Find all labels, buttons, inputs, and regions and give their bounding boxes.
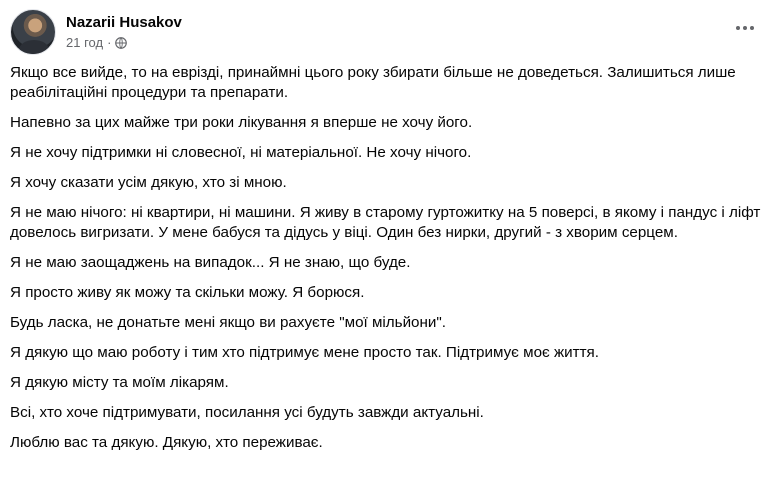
post-paragraph: Я хочу сказати усім дякую, хто зі мною. <box>10 174 287 191</box>
globe-icon[interactable] <box>115 37 127 49</box>
post-subline <box>66 34 182 52</box>
post-header <box>10 8 182 56</box>
author-name[interactable]: Nazarii Husakov <box>66 13 182 31</box>
post-paragraph: Всі, хто хоче підтримувати, посилання усі будуть завжди актуальні. <box>10 404 484 421</box>
post-paragraph: Я просто живу як можу та скільки можу. Я борюся. <box>10 284 365 301</box>
post-timestamp[interactable]: 21 год <box>66 34 104 50</box>
separator-dot: · <box>107 34 112 50</box>
post-paragraph: Я не маю нічого: ні квартири, ні машини. Я живу в старому гуртожитку на 5 поверсі, в якому і пандус і ліфт довелось вигризати. У мене бабуся та дідусь у віці. Один без нирки, другий - з хворим серцем. <box>10 204 761 241</box>
post-paragraph: Якщо все вийде, то на еврізді, принаймні цього року збирати більше не доведеться. Залишиться лише реабілітаційні процедури та препарати. <box>10 64 736 101</box>
post-paragraph: Я не хочу підтримки ні словесної, ні матеріальної. Не хочу нічого. <box>10 144 472 161</box>
more-options-icon[interactable] <box>733 16 757 40</box>
post-paragraph: Я дякую що маю роботу і тим хто підтримує мене просто так. Підтримує моє життя. <box>10 344 600 361</box>
post-paragraph: Я не маю заощаджень на випадок... Я не знаю, що буде. <box>10 254 411 271</box>
avatar[interactable] <box>10 9 56 55</box>
post-paragraph: Я дякую місту та моїм лікарям. <box>10 374 229 391</box>
post-paragraph: Напевно за цих майже три роки лікування я вперше не хочу його. <box>10 114 473 131</box>
post-meta <box>66 13 182 52</box>
post-text <box>10 63 762 463</box>
post-paragraph: Будь ласка, не донатьте мені якщо ви рахуєте "мої мільйони". <box>10 314 446 331</box>
post-paragraph: Люблю вас та дякую. Дякую, хто переживає. <box>10 434 323 451</box>
